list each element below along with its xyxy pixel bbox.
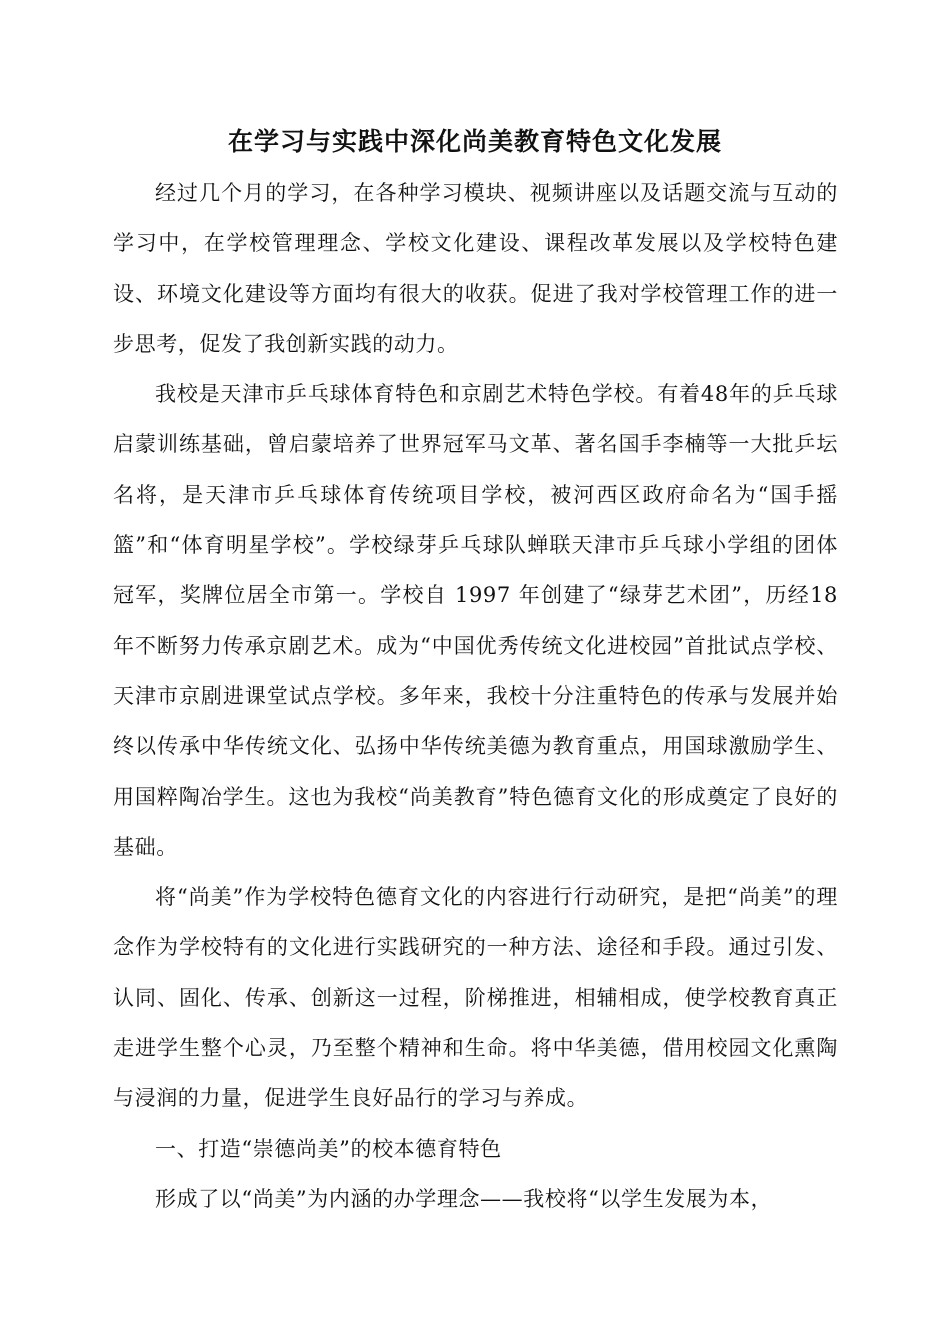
paragraph-school-background: 我校是天津市乒乓球体育特色和京剧艺术特色学校。有着48年的乒乓球启蒙训练基础，曾启蒙培养了世界冠军马文革、著名国手李楠等一大批乒坛名将，是天津市乒乓球体育传统项目学校，被河西区政府命名为“国手摇篮”和“体育明星学校”。学校绿芽乒乓球队蝉联天津市乒乓球小学组的团体冠军，奖牌位居全市第一。学校自 1997 年创建了“绿芽艺术团”，历经18年不断努力传承京剧艺术。成为“中国优秀传统文化进校园”首批试点学校、天津市京剧进课堂试点学校。多年来，我校十分注重特色的传承与发展并始终以传承中华传统文化、弘扬中华传统美德为教育重点，用国球激励学生、用国粹陶冶学生。这也为我校“尚美教育”特色德育文化的形成奠定了良好的基础。	[113, 382, 838, 859]
document-body	[113, 168, 838, 1224]
section-heading-1: 一、打造“崇德尚美”的校本德育特色	[155, 1136, 502, 1161]
document-title: 在学习与实践中深化尚美教育特色文化发展	[227, 127, 722, 156]
paragraph-intro: 经过几个月的学习，在各种学习模块、视频讲座以及话题交流与互动的学习中，在学校管理理念、学校文化建设、课程改革发展以及学校特色建设、环境文化建设等方面均有很大的收获。促进了我对学校管理工作的进一步思考，促发了我创新实践的动力。	[113, 181, 838, 356]
paragraph-shangmei-research: 将“尚美”作为学校特色德育文化的内容进行行动研究，是把“尚美”的理念作为学校特有的文化进行实践研究的一种方法、途径和手段。通过引发、认同、固化、传承、创新这一过程，阶梯推进，相辅相成，使学校教育真正走进学生整个心灵，乃至整个精神和生命。将中华美德，借用校园文化熏陶与浸润的力量，促进学生良好品行的学习与养成。	[113, 885, 838, 1111]
paragraph-philosophy: 形成了以“尚美”为内涵的办学理念——我校将“以学生发展为本，	[155, 1186, 773, 1211]
